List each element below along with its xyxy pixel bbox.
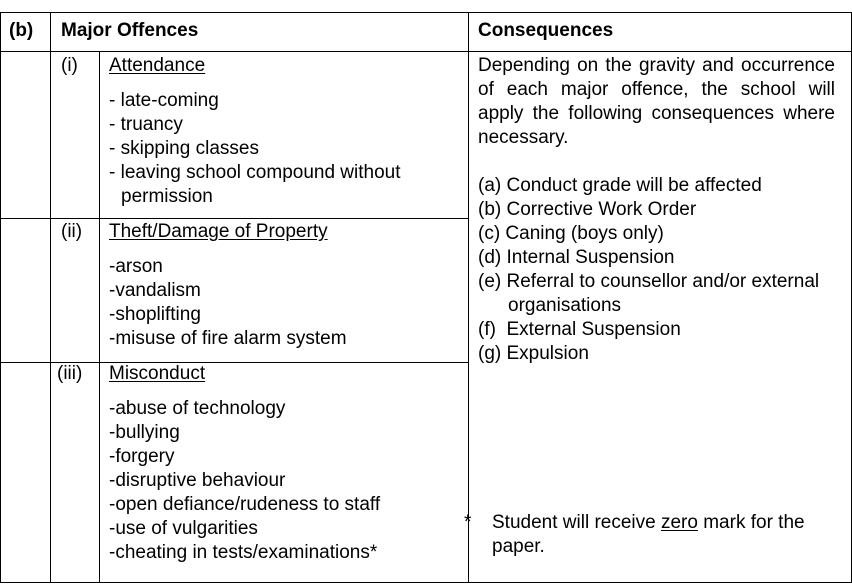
header-divider — [0, 51, 852, 52]
offence-number: (i) — [61, 55, 78, 76]
row-divider-1 — [0, 218, 468, 219]
list-item: -disruptive behaviour — [109, 470, 286, 491]
consequences-intro: Depending on the gravity and occurrence of each major offence, the school will apply the following consequences where necessary. — [478, 55, 835, 148]
list-item: - truancy — [109, 114, 183, 135]
number-column-divider — [99, 51, 100, 583]
list-item: -forgery — [109, 446, 175, 467]
note-text-start: Student will receive — [492, 512, 656, 533]
misconduct-offence-list — [109, 397, 380, 565]
table-border-left — [0, 12, 1, 583]
list-item: -cheating in tests/examinations* — [109, 542, 378, 563]
list-item: (f) External Suspension — [478, 319, 681, 340]
list-item: (d) Internal Suspension — [478, 247, 675, 268]
offence-title-misconduct: Misconduct — [109, 363, 206, 384]
consequences-column-divider — [468, 12, 469, 583]
zero-mark-note — [464, 511, 852, 559]
list-item: -bullying — [109, 422, 180, 443]
list-item: -open defiance/rudeness to staff — [109, 494, 381, 515]
list-item: (g) Expulsion — [478, 343, 589, 364]
attendance-offence-list — [109, 89, 461, 209]
list-item: -vandalism — [109, 280, 201, 301]
list-item: (c) Caning (boys only) — [478, 223, 664, 244]
list-item: (e) Referral to counsellor and/or external organisations — [478, 271, 820, 316]
list-item: (b) Corrective Work Order — [478, 199, 697, 220]
note-asterisk: * — [464, 512, 472, 533]
offence-title-attendance: Attendance — [109, 55, 206, 76]
list-item: -use of vulgarities — [109, 518, 258, 539]
list-item: - skipping classes — [109, 138, 259, 159]
list-item: -arson — [109, 256, 163, 277]
list-item: - late-coming — [109, 90, 219, 111]
note-zero-emphasis: zero — [660, 512, 698, 533]
list-item: -abuse of technology — [109, 398, 286, 419]
offences-heading: Major Offences — [61, 20, 199, 41]
list-item: - leaving school compound without permission — [109, 162, 401, 207]
table-border-bottom — [0, 582, 852, 583]
table-border-top — [0, 12, 852, 13]
offence-number: (iii) — [57, 363, 83, 384]
theft-offence-list — [109, 255, 347, 351]
section-column-divider — [50, 12, 51, 583]
consequences-list — [478, 174, 840, 366]
list-item: (a) Conduct grade will be affected — [478, 175, 762, 196]
consequences-heading: Consequences — [478, 20, 614, 41]
offence-title-theft: Theft/Damage of Property — [109, 221, 328, 242]
note-text-end: mark for the paper. — [492, 512, 805, 557]
section-label: (b) — [9, 20, 34, 41]
list-item: -shoplifting — [109, 304, 201, 325]
list-item: -misuse of fire alarm system — [109, 328, 347, 349]
offence-number: (ii) — [61, 221, 83, 242]
